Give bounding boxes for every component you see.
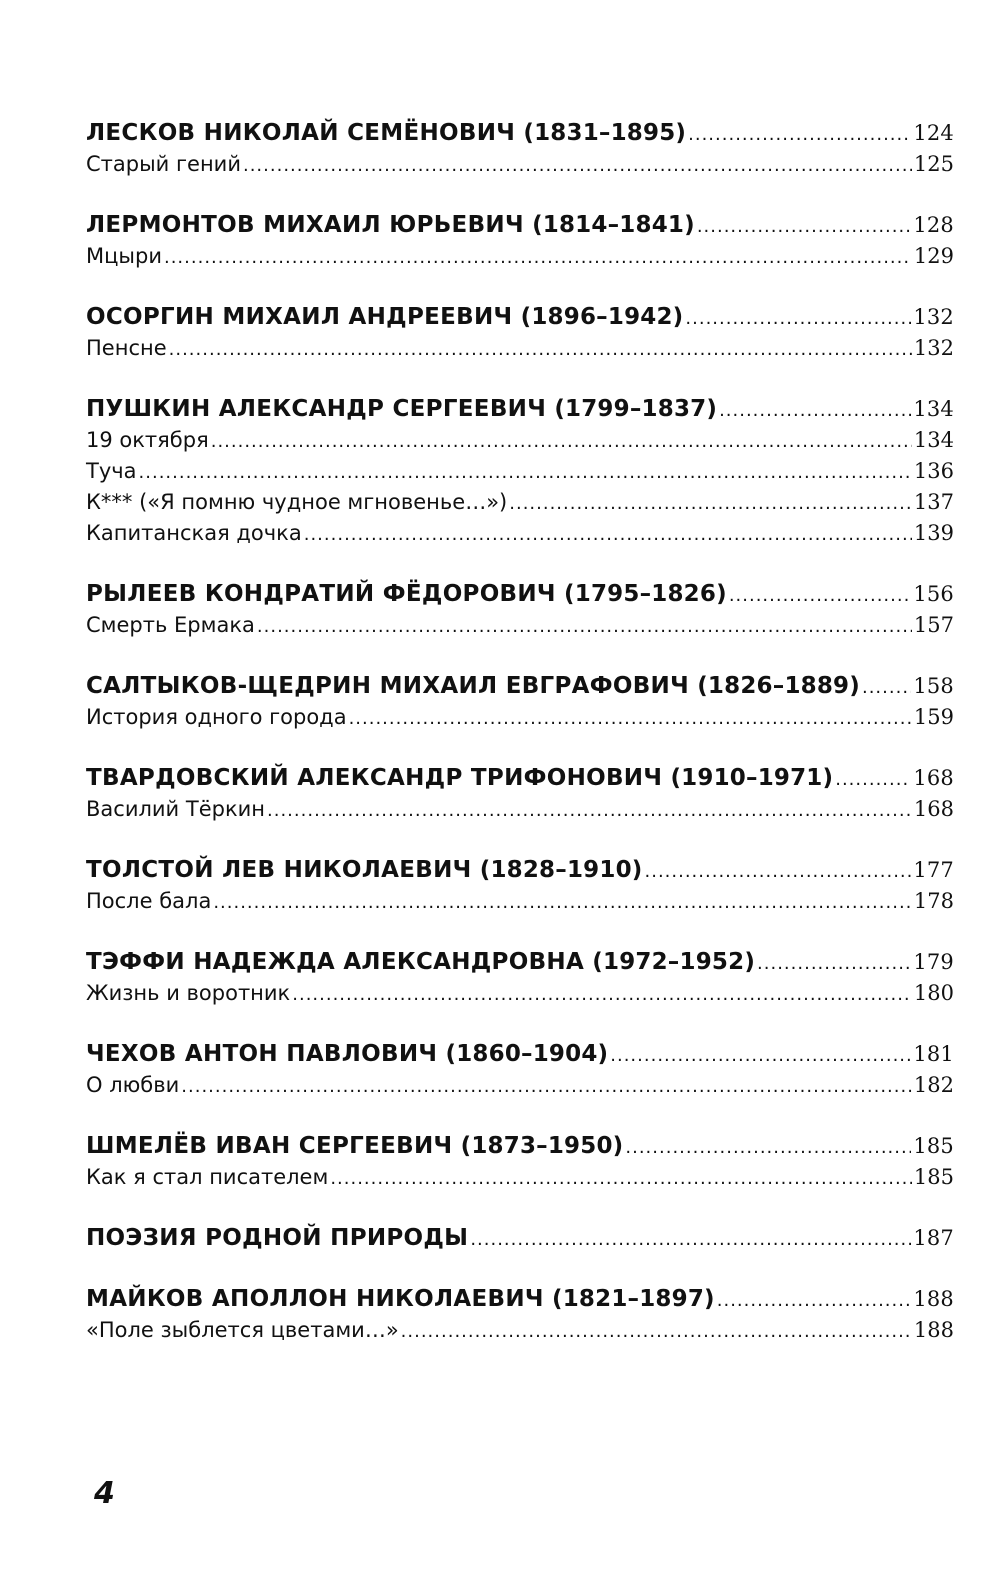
- dot-leader: [645, 856, 912, 887]
- dot-leader: [470, 1224, 911, 1255]
- work-page-number: 178: [913, 889, 954, 913]
- toc-section: [86, 579, 954, 641]
- dot-leader: [729, 580, 912, 611]
- work-title: О любви: [86, 1073, 180, 1097]
- author-page-number: 156: [913, 582, 954, 606]
- toc-author-entry[interactable]: [86, 118, 954, 149]
- work-page-number: 168: [913, 797, 954, 821]
- toc-work-entry[interactable]: [86, 456, 954, 487]
- toc-work-entry[interactable]: [86, 1070, 954, 1101]
- author-page-number: 185: [913, 1134, 954, 1158]
- author-years: (1826–1889): [697, 673, 860, 699]
- author-years: (1860–1904): [445, 1041, 609, 1067]
- dot-leader: [835, 764, 911, 795]
- dot-leader: [625, 1132, 911, 1163]
- dot-leader: [717, 1285, 912, 1316]
- dot-leader: [401, 1316, 912, 1347]
- dot-leader: [139, 457, 912, 488]
- work-page-number: 139: [913, 521, 954, 545]
- author-heading: [86, 947, 755, 978]
- toc-work-entry[interactable]: [86, 610, 954, 641]
- author-name: РЫЛЕЕВ КОНДРАТИЙ ФЁДОРОВИЧ: [86, 581, 556, 607]
- work-title: Пенсне: [86, 336, 167, 360]
- toc-author-entry[interactable]: [86, 1039, 954, 1070]
- author-name: ЧЕХОВ АНТОН ПАВЛОВИЧ: [86, 1041, 438, 1067]
- author-heading: [86, 763, 833, 794]
- toc-work-entry[interactable]: [86, 794, 954, 825]
- toc-author-entry[interactable]: [86, 671, 954, 702]
- author-heading: [86, 210, 695, 241]
- toc-work-entry[interactable]: [86, 425, 954, 456]
- author-heading: [86, 394, 717, 425]
- dot-leader: [757, 948, 911, 979]
- toc-author-entry[interactable]: [86, 1284, 954, 1315]
- author-name: ПОЭЗИЯ РОДНОЙ ПРИРОДЫ: [86, 1225, 469, 1251]
- author-heading: [86, 1223, 468, 1254]
- toc-author-entry[interactable]: [86, 302, 954, 333]
- author-years: (1831–1895): [523, 120, 687, 146]
- dot-leader: [509, 488, 912, 519]
- author-heading: [86, 1131, 623, 1162]
- author-page-number: 179: [913, 950, 954, 974]
- toc-section: [86, 1223, 954, 1254]
- work-title: Смерть Ермака: [86, 613, 255, 637]
- toc-section: [86, 1131, 954, 1193]
- work-page-number: 185: [913, 1165, 954, 1189]
- author-heading: [86, 302, 683, 333]
- author-name: ЛЕСКОВ НИКОЛАЙ СЕМЁНОВИЧ: [86, 120, 516, 146]
- toc-work-entry[interactable]: [86, 333, 954, 364]
- toc-section: [86, 855, 954, 917]
- toc-section: [86, 394, 954, 549]
- toc-work-entry[interactable]: [86, 149, 954, 180]
- table-of-contents: [86, 118, 954, 1376]
- author-page-number: 124: [913, 121, 954, 145]
- author-years: (1795–1826): [564, 581, 727, 607]
- dot-leader: [164, 242, 912, 273]
- toc-work-entry[interactable]: [86, 886, 954, 917]
- toc-work-entry[interactable]: [86, 518, 954, 549]
- dot-leader: [267, 795, 912, 826]
- author-years: (1799–1837): [554, 396, 718, 422]
- dot-leader: [181, 1071, 912, 1102]
- toc-section: [86, 671, 954, 733]
- dot-leader: [169, 334, 912, 365]
- author-page-number: 188: [913, 1287, 954, 1311]
- work-page-number: 125: [913, 152, 954, 176]
- author-name: САЛТЫКОВ-ЩЕДРИН МИХАИЛ ЕВГРАФОВИЧ: [86, 673, 689, 699]
- work-title: Как я стал писателем: [86, 1165, 329, 1189]
- toc-section: [86, 210, 954, 272]
- toc-author-entry[interactable]: [86, 855, 954, 886]
- dot-leader: [211, 426, 912, 457]
- toc-section: [86, 302, 954, 364]
- dot-leader: [610, 1040, 911, 1071]
- dot-leader: [292, 979, 912, 1010]
- toc-work-entry[interactable]: [86, 1315, 954, 1346]
- dot-leader: [719, 395, 911, 426]
- toc-work-entry[interactable]: [86, 1162, 954, 1193]
- author-heading: [86, 1284, 715, 1315]
- toc-author-entry[interactable]: [86, 763, 954, 794]
- author-name: ТОЛСТОЙ ЛЕВ НИКОЛАЕВИЧ: [86, 857, 472, 883]
- work-title: Василий Тёркин: [86, 797, 266, 821]
- author-heading: [86, 118, 686, 149]
- author-name: МАЙКОВ АПОЛЛОН НИКОЛАЕВИЧ: [86, 1286, 544, 1312]
- dot-leader: [257, 611, 912, 642]
- author-page-number: 134: [913, 397, 954, 421]
- work-page-number: 134: [913, 428, 954, 452]
- author-name: ТВАРДОВСКИЙ АЛЕКСАНДР ТРИФОНОВИЧ: [86, 765, 663, 791]
- toc-work-entry[interactable]: [86, 978, 954, 1009]
- author-years: (1828–1910): [479, 857, 643, 883]
- author-name: ОСОРГИН МИХАИЛ АНДРЕЕВИЧ: [86, 304, 513, 330]
- work-page-number: 182: [913, 1073, 954, 1097]
- work-title: История одного города: [86, 705, 347, 729]
- work-page-number: 132: [913, 336, 954, 360]
- dot-leader: [685, 303, 911, 334]
- dot-leader: [697, 211, 911, 242]
- work-title: После бала: [86, 889, 212, 913]
- work-page-number: 157: [913, 613, 954, 637]
- dot-leader: [862, 672, 911, 703]
- toc-author-entry[interactable]: [86, 1131, 954, 1162]
- toc-author-entry[interactable]: [86, 579, 954, 610]
- toc-section: [86, 118, 954, 180]
- author-years: (1896–1942): [520, 304, 684, 330]
- author-name: ШМЕЛЁВ ИВАН СЕРГЕЕВИЧ: [86, 1133, 453, 1159]
- work-title: Мцыри: [86, 244, 162, 268]
- toc-author-entry[interactable]: [86, 394, 954, 425]
- work-page-number: 188: [913, 1318, 954, 1342]
- work-title: «Поле зыблется цветами…»: [86, 1318, 399, 1342]
- author-years: (1814–1841): [532, 212, 695, 238]
- work-title: Капитанская дочка: [86, 521, 302, 545]
- author-page-number: 128: [913, 213, 954, 237]
- author-years: (1972–1952): [592, 949, 756, 975]
- author-page-number: 132: [913, 305, 954, 329]
- author-heading: [86, 1039, 608, 1070]
- work-title: 19 октября: [86, 428, 209, 452]
- toc-section: [86, 1039, 954, 1101]
- toc-work-entry[interactable]: [86, 487, 954, 518]
- work-page-number: 159: [913, 705, 954, 729]
- work-title: Старый гений: [86, 152, 241, 176]
- toc-author-entry[interactable]: [86, 1223, 954, 1254]
- work-page-number: 137: [913, 490, 954, 514]
- author-heading: [86, 855, 643, 886]
- author-heading: [86, 579, 727, 610]
- toc-work-entry[interactable]: [86, 702, 954, 733]
- toc-section: [86, 763, 954, 825]
- author-page-number: 168: [913, 766, 954, 790]
- page-number: 4: [94, 1476, 115, 1511]
- work-page-number: 136: [913, 459, 954, 483]
- dot-leader: [304, 519, 912, 550]
- dot-leader: [243, 150, 912, 181]
- toc-author-entry[interactable]: [86, 210, 954, 241]
- author-name: ЛЕРМОНТОВ МИХАИЛ ЮРЬЕВИЧ: [86, 212, 524, 238]
- author-years: (1821–1897): [552, 1286, 715, 1312]
- dot-leader: [213, 887, 912, 918]
- author-name: ТЭФФИ НАДЕЖДА АЛЕКСАНДРОВНА: [86, 949, 585, 975]
- work-title: Жизнь и воротник: [86, 981, 291, 1005]
- author-years: (1910–1971): [670, 765, 834, 791]
- author-years: (1873–1950): [460, 1133, 624, 1159]
- work-page-number: 129: [913, 244, 954, 268]
- toc-work-entry[interactable]: [86, 241, 954, 272]
- dot-leader: [349, 703, 912, 734]
- work-title: К*** («Я помню чудное мгновенье…»): [86, 490, 508, 514]
- author-page-number: 181: [913, 1042, 954, 1066]
- toc-section: [86, 947, 954, 1009]
- work-page-number: 180: [913, 981, 954, 1005]
- author-page-number: 158: [913, 674, 954, 698]
- toc-section: [86, 1284, 954, 1346]
- work-title: Туча: [86, 459, 137, 483]
- author-page-number: 187: [913, 1226, 954, 1250]
- author-page-number: 177: [913, 858, 954, 882]
- dot-leader: [330, 1163, 912, 1194]
- dot-leader: [688, 119, 911, 150]
- author-name: ПУШКИН АЛЕКСАНДР СЕРГЕЕВИЧ: [86, 396, 547, 422]
- author-heading: [86, 671, 860, 702]
- toc-author-entry[interactable]: [86, 947, 954, 978]
